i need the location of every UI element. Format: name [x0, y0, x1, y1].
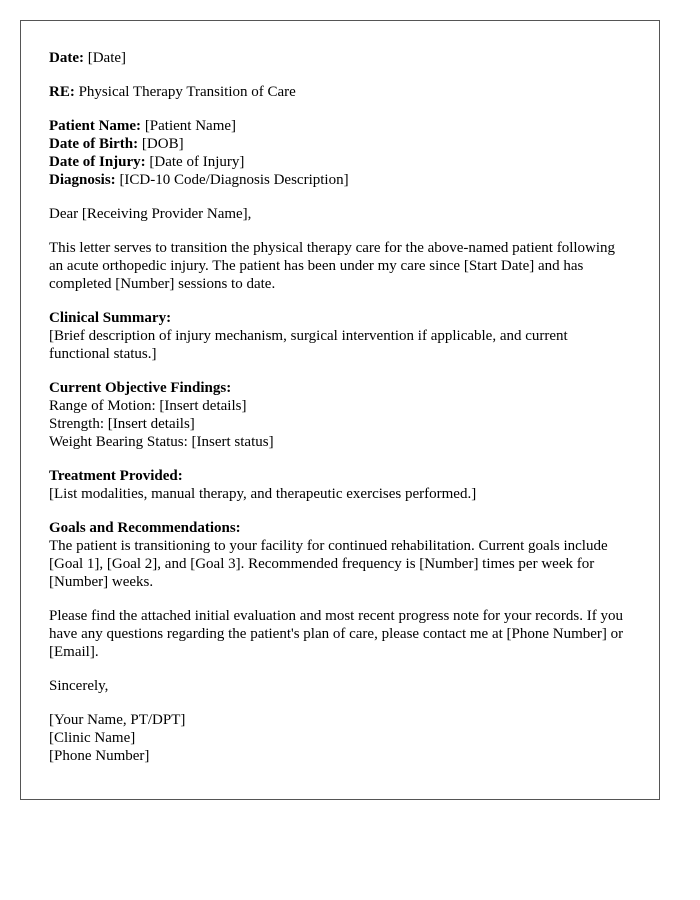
diagnosis-label: Diagnosis: — [49, 172, 116, 188]
closing-paragraph: Please find the attached initial evaluation and most recent progress note for your records. If you have any questions regarding the patient's plan of care, please contact me at [Phone Number] or [Email]. — [49, 608, 624, 660]
injury-date-value: [Date of Injury] — [149, 154, 245, 170]
dob-line — [49, 135, 631, 153]
intro-paragraph: This letter serves to transition the physical therapy care for the above-named patient following an acute orthopedic injury. The patient has been under my care since [Start Date] and has completed [Number] sessions to date. — [49, 240, 616, 292]
treatment-heading: Treatment Provided: — [49, 468, 183, 484]
letter-document — [20, 20, 660, 800]
patient-name-label: Patient Name: — [49, 118, 142, 134]
date-label: Date: — [49, 50, 84, 66]
weight-bearing-line: Weight Bearing Status: [Insert status] — [49, 434, 274, 450]
injury-date-label: Date of Injury: — [49, 154, 146, 170]
objective-findings-section — [49, 379, 631, 451]
goals-text: The patient is transitioning to your facility for continued rehabilitation. Current goals include [Goal 1], [Goal 2], and [Goal 3]. Recommended frequency is [Number] times per week for [Number] weeks. — [49, 538, 608, 590]
date-line — [49, 49, 631, 67]
treatment-section — [49, 467, 631, 503]
signoff: Sincerely, — [49, 678, 109, 694]
date-value: [Date] — [87, 50, 127, 66]
patient-name-line — [49, 117, 631, 135]
signature-phone: [Phone Number] — [49, 748, 150, 764]
diagnosis-value: [ICD-10 Code/Diagnosis Description] — [119, 172, 349, 188]
goals-heading: Goals and Recommendations: — [49, 520, 241, 536]
dob-label: Date of Birth: — [49, 136, 139, 152]
re-line — [49, 83, 631, 101]
objective-findings-heading: Current Objective Findings: — [49, 380, 232, 396]
injury-date-line — [49, 153, 631, 171]
treatment-text: [List modalities, manual therapy, and therapeutic exercises performed.] — [49, 486, 477, 502]
patient-name-value: [Patient Name] — [144, 118, 237, 134]
diagnosis-line — [49, 171, 631, 189]
re-label: RE: — [49, 84, 75, 100]
patient-info — [49, 117, 631, 189]
clinical-summary-heading: Clinical Summary: — [49, 310, 172, 326]
goals-section — [49, 519, 631, 591]
salutation: Dear [Receiving Provider Name], — [49, 206, 252, 222]
signature-block — [49, 711, 631, 765]
signature-clinic: [Clinic Name] — [49, 730, 136, 746]
range-of-motion-line: Range of Motion: [Insert details] — [49, 398, 247, 414]
clinical-summary-section — [49, 309, 631, 363]
strength-line: Strength: [Insert details] — [49, 416, 195, 432]
re-value: Physical Therapy Transition of Care — [78, 84, 296, 100]
clinical-summary-text: [Brief description of injury mechanism, surgical intervention if applicable, and current functional status.] — [49, 328, 568, 362]
dob-value: [DOB] — [141, 136, 184, 152]
signature-name: [Your Name, PT/DPT] — [49, 712, 186, 728]
